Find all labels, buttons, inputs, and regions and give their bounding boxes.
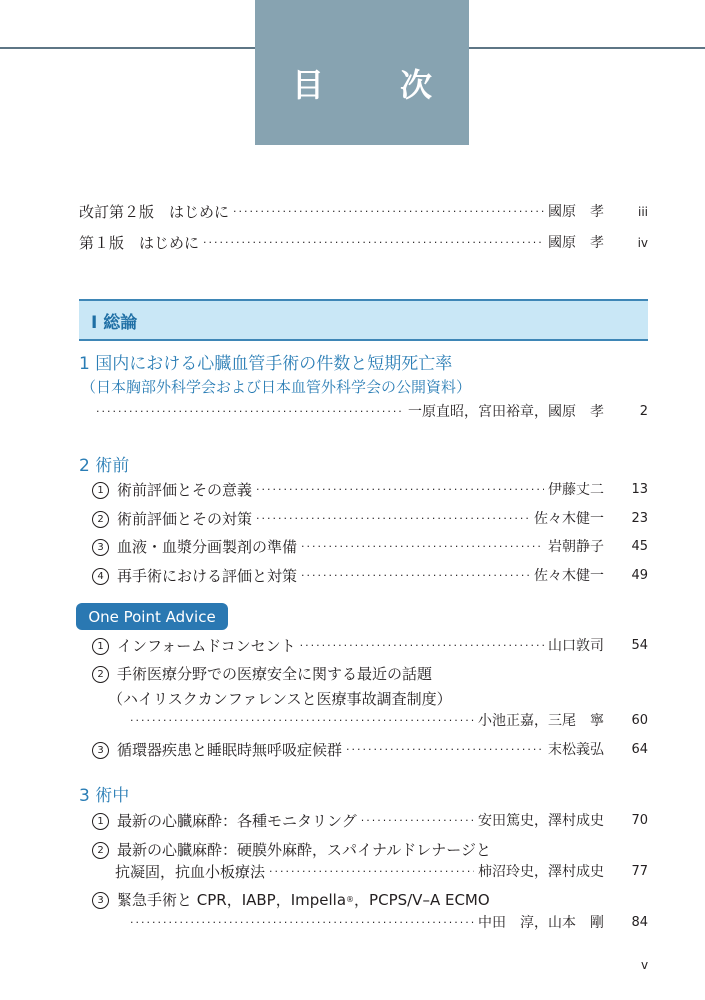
entry-label-tail: ，PCPS/V–A ECMO — [354, 891, 490, 909]
entry-page: 64 — [631, 742, 648, 757]
entry-label: 循環器疾患と睡眠時無呼吸症候群 — [117, 741, 343, 759]
entry-author: 小池正嘉，三尾 寧 — [478, 713, 604, 729]
entry-author: 末松義弘 — [548, 742, 604, 758]
entry-page: 60 — [631, 713, 648, 728]
entry-author: 佐々木健一 — [534, 511, 604, 527]
item-number: 3 — [92, 892, 109, 909]
entry-page: 45 — [631, 539, 648, 554]
item-number: 2 — [92, 842, 109, 859]
section-label: Ⅰ 総論 — [91, 312, 138, 333]
entry-page: 70 — [631, 813, 648, 828]
chapter-1-subtitle: （日本胸部外科学会および日本血管外科学会の公開資料） — [81, 378, 472, 396]
item-number: 2 — [92, 511, 109, 528]
toc-entry-leader[interactable] — [130, 711, 648, 731]
entry-author: 國原 孝 — [548, 204, 604, 220]
leader-dots — [130, 913, 474, 933]
entry-author: 中田 淳，山本 剛 — [478, 915, 604, 931]
toc-entry[interactable] — [92, 480, 648, 500]
top-rule-left — [0, 47, 255, 49]
entry-label-continued: 抗凝固，抗血小板療法 — [115, 863, 266, 881]
entry-label: 術前評価とその対策 — [117, 510, 253, 528]
item-number: 2 — [92, 666, 109, 683]
entry-page: 2 — [639, 404, 648, 419]
chapter-1-title[interactable]: 1 国内における心臓血管手術の件数と短期死亡率 — [79, 354, 453, 374]
toc-entry[interactable] — [92, 509, 648, 529]
leader-dots — [346, 740, 544, 760]
top-rule-right — [469, 47, 705, 49]
item-number: 3 — [92, 539, 109, 556]
entry-label: 最新の心臓麻酔：各種モニタリング — [117, 812, 357, 830]
entry-label: 最新の心臓麻酔：硬膜外麻酔，スパイナルドレナージと — [117, 841, 491, 859]
entry-page: 84 — [631, 915, 648, 930]
entry-label: 改訂第２版 はじめに — [79, 203, 230, 221]
entry-page: 54 — [631, 638, 648, 653]
leader-dots — [256, 509, 530, 529]
entry-label: 手術医療分野での医療安全に関する最近の話題 — [117, 665, 433, 683]
entry-author: 一原直昭，宮田裕章，國原 孝 — [408, 404, 604, 420]
toc-entry-preface-1st[interactable] — [79, 233, 648, 253]
leader-dots — [96, 402, 404, 422]
leader-dots — [203, 233, 544, 253]
entry-label: 術前評価とその意義 — [117, 481, 253, 499]
item-number: 1 — [92, 482, 109, 499]
toc-entry-title[interactable] — [92, 840, 491, 860]
toc-entry[interactable] — [92, 566, 648, 586]
toc-entry-preface-2nd[interactable] — [79, 202, 648, 222]
entry-label: 再手術における評価と対策 — [117, 567, 298, 585]
page-title: 目 次 — [255, 0, 469, 145]
toc-entry[interactable] — [92, 811, 648, 831]
page-number: v — [641, 958, 649, 972]
entry-page: 77 — [631, 864, 648, 879]
leader-dots — [361, 811, 474, 831]
entry-label: 第１版 はじめに — [79, 234, 200, 252]
entry-label: 血液・血漿分画製剤の準備 — [117, 538, 298, 556]
toc-entry-continued[interactable] — [115, 862, 648, 882]
registered-mark: ® — [346, 895, 355, 904]
entry-author: 國原 孝 — [548, 235, 604, 251]
toc-entry[interactable] — [92, 740, 648, 760]
entry-author: 伊藤丈二 — [548, 482, 604, 498]
leader-dots — [256, 480, 544, 500]
leader-dots — [233, 202, 544, 222]
chapter-1-entry[interactable] — [96, 402, 648, 422]
entry-author: 佐々木健一 — [534, 568, 604, 584]
entry-author: 山口敦司 — [548, 638, 604, 654]
chapter-2-title[interactable]: 2 術前 — [79, 456, 130, 476]
entry-author: 安田篤史，澤村成史 — [478, 813, 604, 829]
entry-subtitle: （ハイリスクカンファレンスと医療事故調査制度） — [108, 690, 452, 708]
leader-dots — [300, 636, 544, 656]
item-number: 3 — [92, 742, 109, 759]
toc-entry-title[interactable] — [92, 890, 490, 910]
toc-entry-title[interactable] — [92, 664, 432, 684]
toc-entry[interactable] — [92, 636, 648, 656]
item-number: 1 — [92, 638, 109, 655]
entry-author: 柿沼玲史，澤村成史 — [478, 864, 604, 880]
entry-page: 49 — [631, 568, 648, 583]
leader-dots — [130, 711, 474, 731]
toc-entry-leader[interactable] — [130, 913, 648, 933]
one-point-advice-badge: One Point Advice — [76, 603, 228, 630]
section-header-general — [79, 299, 648, 341]
entry-label: 緊急手術と CPR，IABP，Impella — [117, 891, 347, 909]
entry-label: インフォームドコンセント — [117, 637, 296, 655]
leader-dots — [301, 537, 544, 557]
entry-page: 13 — [631, 482, 648, 497]
leader-dots — [301, 566, 530, 586]
entry-page: iii — [637, 205, 648, 219]
entry-page: 23 — [631, 511, 648, 526]
entry-page: iv — [637, 236, 648, 250]
item-number: 1 — [92, 813, 109, 830]
item-number: 4 — [92, 568, 109, 585]
chapter-3-title[interactable]: 3 術中 — [79, 786, 130, 806]
entry-author: 岩朝静子 — [548, 539, 604, 555]
leader-dots — [269, 862, 474, 882]
toc-entry[interactable] — [92, 537, 648, 557]
